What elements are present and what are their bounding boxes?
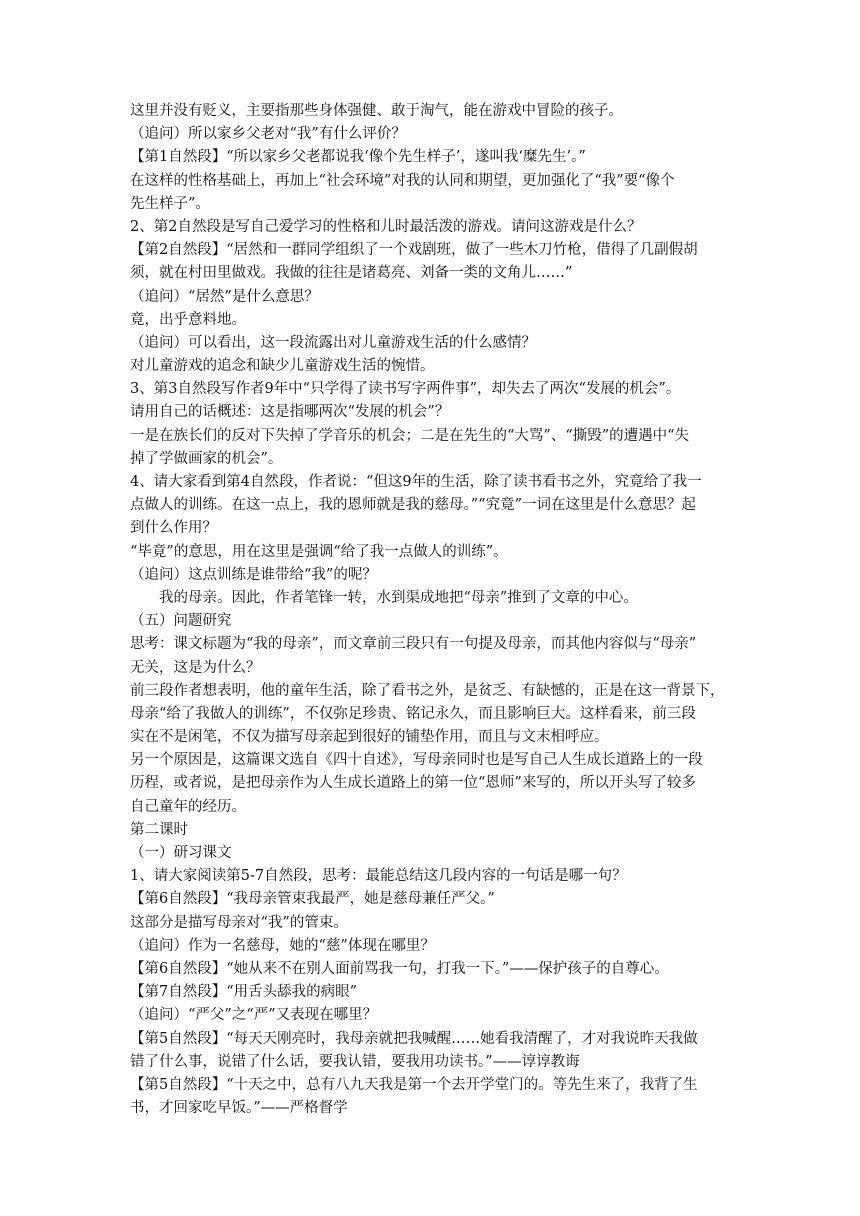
text-line-5: 先生样子”。 (130, 195, 210, 212)
text-line-43: 【第5自然段】“十天之中，总有八九天我是第一个去开学堂门的。等先生来了，我背了生 (130, 1076, 698, 1093)
text-line-4: 在这样的性格基础上，再加上“社会环境”对我的认同和期望，更加强化了“我”要“像个 (130, 172, 675, 189)
text-line-38: 【第6自然段】“她从来不在别人面前骂我一句，打我一下。”——保护孩子的自尊心。 (130, 960, 669, 977)
text-line-27: 母亲“给了我做人的训练”，不仅弥足珍贵、铭记永久，而且影响巨大。这样看来，前三段 (130, 705, 696, 722)
text-line-8: 须，就在村田里做戏。我做的往往是诸葛亮、刘备一类的文角儿……” (130, 265, 573, 282)
text-line-42: 错了什么事，说错了什么话，要我认错，要我用功读书。”——谆谆教诲 (130, 1053, 580, 1070)
text-line-24: 思考：课文标题为“我的母亲”，而文章前三段只有一句提及母亲，而其他内容似与“母亲” (130, 636, 697, 653)
text-line-30: 历程，或者说，是把母亲作为人生成长道路上的第一位“恩师”来写的，所以开头写了较多 (130, 775, 696, 792)
section-heading-study-text: （一）研习课文 (130, 845, 232, 861)
text-line-14: 请用自己的话概述：这是指哪两次“发展的机会”？ (130, 404, 450, 421)
text-line-28: 实在不是闲笔，不仅为描写母亲起到很好的铺垫作用，而且与文末相呼应。 (130, 729, 609, 746)
text-line-22: 我的母亲。因此，作者笔锋一转，水到渠成地把“母亲”推到了文章的中心。 (159, 589, 638, 606)
text-line-12: 对儿童游戏的追念和缺少儿童游戏生活的惋惜。 (130, 358, 435, 375)
text-line-18: 点做人的训练。在这一点上，我的恩师就是我的慈母。”“究竟”一词在这里是什么意思？起 (130, 497, 696, 514)
text-line-44: 书，才回家吃早饭。”——严格督学 (130, 1100, 348, 1117)
text-line-15: 一是在族长们的反对下失掉了学音乐的机会；二是在先生的“大骂”、“撕毁”的遭遇中“失 (130, 427, 690, 444)
text-line-35: 【第6自然段】“我母亲管束我最严，她是慈母兼任严父。” (130, 891, 495, 908)
text-line-16: 掉了学做画家的机会”。 (130, 450, 283, 467)
text-line-39: 【第7自然段】“用舌头舔我的病眼” (130, 984, 358, 1001)
text-line-41: 【第5自然段】“每天天刚亮时，我母亲就把我喊醒……她看我清醒了，才对我说昨天我做 (130, 1030, 698, 1047)
text-line-36: 这部分是描写母亲对“我”的管束。 (130, 914, 348, 931)
text-line-21: （追问）这点训练是谁带给“我”的呢？ (130, 566, 377, 583)
text-line-31: 自己童年的经历。 (130, 798, 246, 815)
text-line-11: （追问）可以看出，这一段流露出对儿童游戏生活的什么感情？ (130, 334, 536, 351)
text-line-25: 无关，这是为什么？ (130, 659, 261, 676)
text-line-6: 2、第2自然段是写自己爱学习的性格和儿时最活泼的游戏。请问这游戏是什么？ (130, 218, 642, 235)
text-line-17: 4、请大家看到第4自然段，作者说：“但这9年的生活，除了读书看书之外，究竟给了我一 (130, 474, 702, 490)
text-line-2: （追问）所以家乡父老对“我”有什么评价？ (130, 126, 406, 143)
text-line-37: （追问）作为一名慈母，她的“慈”体现在哪里？ (130, 937, 435, 954)
text-line-40: （追问）“严父”之“严”又表现在哪里？ (130, 1007, 378, 1024)
lesson-heading-second-period: 第二课时 (130, 821, 188, 838)
text-line-1: 这里并没有贬义，主要指那些身体强健、敢于淘气，能在游戏中冒险的孩子。 (130, 103, 623, 119)
text-line-34: 1、请大家阅读第5-7自然段，思考：最能总结这几段内容的一句话是哪一句？ (130, 868, 627, 885)
text-line-3: 【第1自然段】“所以家乡父老都说我‘像个先生样子’，遂叫我‘糜先生’。” (130, 149, 586, 166)
text-line-10: 竟，出乎意料地。 (130, 311, 246, 328)
text-line-13: 3、第3自然段写作者9年中“只学得了读书写字两件事”，却失去了两次“发展的机会”。 (130, 381, 681, 398)
text-line-19: 到什么作用？ (130, 520, 217, 537)
text-line-26: 前三段作者想表明，他的童年生活，除了看书之外，是贫乏、有缺憾的，正是在这一背景下， (130, 682, 725, 699)
document-page (130, 100, 730, 1120)
text-line-9: （追问）“居然”是什么意思？ (130, 288, 319, 305)
section-heading-problem-study: （五）问题研究 (130, 613, 232, 630)
text-line-29: 另一个原因是，这篇课文选自《四十自述》，写母亲同时也是写自己人生成长道路上的一段 (130, 752, 703, 769)
text-line-20: “毕竟”的意思，用在这里是强调“给了我一点做人的训练”。 (130, 543, 508, 560)
text-line-7: 【第2自然段】“居然和一群同学组织了一个戏剧班，做了一些木刀竹枪，借得了几副假胡 (130, 242, 698, 259)
